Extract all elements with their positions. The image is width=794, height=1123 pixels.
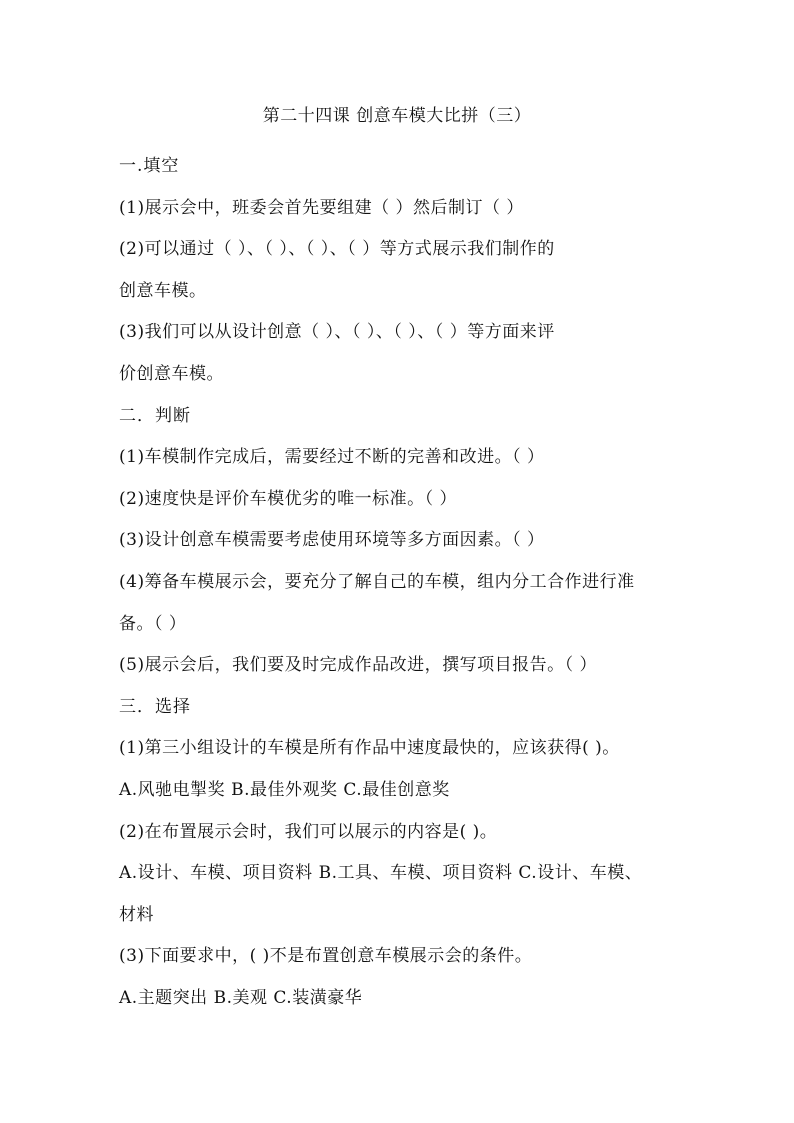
fill-blank-question-3-continued: 价创意车模。 [119,363,224,384]
true-false-question-4-continued: 备。（ ） [119,613,187,634]
section-heading-multiple-choice: 三．选择 [119,696,191,717]
fill-blank-question-2-continued: 创意车模。 [119,280,207,301]
choice-question-2-options: A.设计、车模、项目资料 B.工具、车模、项目资料 C.设计、车模、 [119,863,643,884]
true-false-question-2: (2)速度快是评价车模优劣的唯一标准。（ ） [119,488,457,509]
true-false-question-1: (1)车模制作完成后，需要经过不断的完善和改进。（ ） [119,447,545,468]
choice-question-1: (1)第三小组设计的车模是所有作品中速度最快的，应该获得( )。 [119,738,620,759]
fill-blank-question-3: (3)我们可以从设计创意（ ）、（ ）、（ ）、（ ）等方面来评 [119,322,555,343]
choice-question-3-options: A.主题突出 B.美观 C.装潢豪华 [119,987,363,1008]
true-false-question-4: (4)筹备车模展示会，要充分了解自己的车模，组内分工合作进行准 [119,571,635,592]
page-title: 第二十四课 创意车模大比拼（三） [262,106,532,126]
document-body [119,146,679,1019]
true-false-question-3: (3)设计创意车模需要考虑使用环境等多方面因素。（ ） [119,530,545,551]
choice-question-1-options: A.风驰电掣奖 B.最佳外观奖 C.最佳创意奖 [119,779,450,800]
section-heading-fill-blank: 一.填空 [119,156,180,176]
fill-blank-question-2: (2)可以通过（ ）、（ ）、（ ）、（ ）等方式展示我们制作的 [119,239,555,260]
true-false-question-5: (5)展示会后，我们要及时完成作品改进，撰写项目报告。（ ） [119,655,597,676]
section-heading-true-false: 二．判断 [119,405,191,426]
choice-question-2: (2)在布置展示会时，我们可以展示的内容是( )。 [119,821,498,842]
fill-blank-question-1: (1)展示会中，班委会首先要组建（ ）然后制订（ ） [119,197,524,218]
choice-question-2-options-continued: 材料 [119,904,154,925]
choice-question-3: (3)下面要求中，( )不是布置创意车模展示会的条件。 [119,946,533,967]
